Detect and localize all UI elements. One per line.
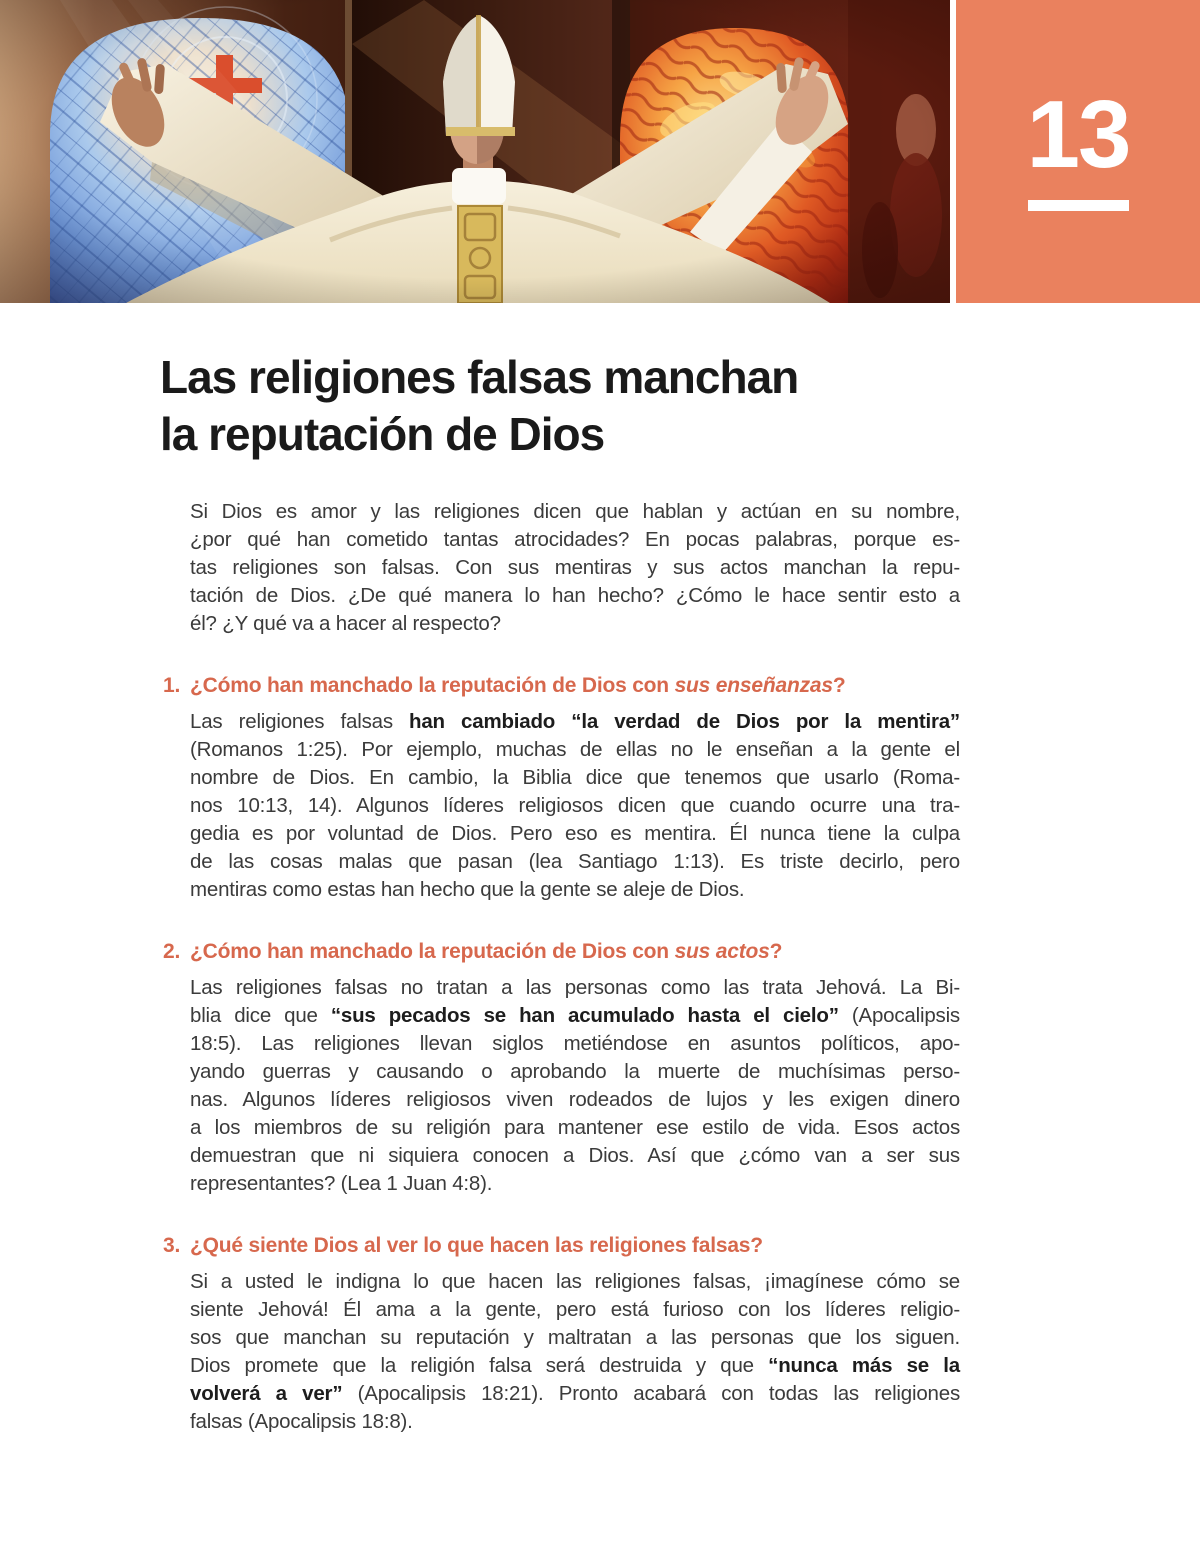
text-line: tación de Dios. ¿De qué manera lo han hecho? ¿Cómo le hace sentir esto a bbox=[190, 584, 960, 607]
lesson-number: 13 bbox=[1026, 80, 1130, 188]
question-2-paragraph bbox=[190, 974, 960, 1198]
text-line: Dios promete que la religión falsa será destruida y que “nunca más se la bbox=[190, 1354, 960, 1377]
page-title-line-1: Las religiones falsas manchan bbox=[160, 351, 799, 403]
text-line: nos 10:13, 14). Algunos líderes religiosos dicen que cuando ocurre una tra- bbox=[190, 794, 960, 817]
question-2-number: 2. bbox=[163, 940, 181, 963]
text-line: nas. Algunos líderes religiosos viven rodeados de lujos y les exigen dinero bbox=[190, 1088, 960, 1111]
text-line: falsas (Apocalipsis 18:8). bbox=[190, 1410, 413, 1433]
text-line: blia dice que “sus pecados se han acumulado hasta el cielo” (Apocalipsis bbox=[190, 1004, 960, 1027]
text-line: de las cosas malas que pasan (lea Santiago 1:13). Es triste decirlo, pero bbox=[190, 850, 960, 873]
text-line: ¿por qué han cometido tantas atrocidades? En pocas palabras, porque es- bbox=[190, 528, 960, 551]
text-line: Las religiones falsas no tratan a las personas como las trata Jehová. La Bi- bbox=[190, 976, 960, 999]
text-line: 18:5). Las religiones llevan siglos metiéndose en asuntos políticos, apo- bbox=[190, 1032, 960, 1055]
question-3-section bbox=[163, 1232, 960, 1436]
question-1-heading bbox=[163, 672, 960, 700]
question-2-heading bbox=[163, 938, 960, 966]
text-line: Si Dios es amor y las religiones dicen que hablan y actúan en su nombre, bbox=[190, 500, 960, 523]
text-line: siente Jehová! Él ama a la gente, pero está furioso con los líderes religio- bbox=[190, 1298, 960, 1321]
text-line: sos que manchan su reputación y maltratan a las personas que los siguen. bbox=[190, 1326, 960, 1349]
question-2-section bbox=[163, 938, 960, 1198]
question-3-number: 3. bbox=[163, 1234, 181, 1257]
text-line: a los miembros de su religión para mantener ese estilo de vida. Esos actos bbox=[190, 1116, 960, 1139]
lesson-number-badge bbox=[956, 0, 1200, 303]
text-line: gedia es por voluntad de Dios. Pero eso es mentira. Él nunca tiene la culpa bbox=[190, 822, 960, 845]
text-line: mentiras como estas han hecho que la gente se aleje de Dios. bbox=[190, 878, 745, 901]
question-1-text: ¿Cómo han manchado la reputación de Dios con sus enseñanzas? bbox=[190, 674, 846, 697]
lesson-number-underline bbox=[1028, 200, 1129, 211]
question-1-section bbox=[163, 672, 960, 904]
question-3-paragraph bbox=[190, 1268, 960, 1436]
text-line: (Romanos 1:25). Por ejemplo, muchas de ellas no le enseñan a la gente el bbox=[190, 738, 960, 761]
text-line: nombre de Dios. En cambio, la Biblia dice que tenemos que usarlo (Roma- bbox=[190, 766, 960, 789]
question-3-heading bbox=[163, 1232, 960, 1260]
text-line: demuestran que ni siquiera conocen a Dios. Así que ¿cómo van a ser sus bbox=[190, 1144, 960, 1167]
question-1-paragraph bbox=[190, 708, 960, 904]
text-line: él? ¿Y qué va a hacer al respecto? bbox=[190, 612, 501, 635]
text-line: representantes? (Lea 1 Juan 4:8). bbox=[190, 1172, 493, 1195]
intro-paragraph bbox=[190, 498, 960, 638]
question-1-number: 1. bbox=[163, 674, 181, 697]
question-2-text: ¿Cómo han manchado la reputación de Dios con sus actos? bbox=[190, 940, 783, 963]
question-3-text: ¿Qué siente Dios al ver lo que hacen las religiones falsas? bbox=[190, 1234, 763, 1257]
hero-image-art bbox=[0, 0, 950, 303]
text-line: tas religiones son falsas. Con sus mentiras y sus actos manchan la repu- bbox=[190, 556, 960, 579]
body-column bbox=[163, 498, 960, 1436]
hero-image bbox=[0, 0, 950, 303]
vignette bbox=[0, 0, 950, 303]
text-line: Las religiones falsas han cambiado “la verdad de Dios por la mentira” bbox=[190, 710, 960, 733]
text-line: volverá a ver” (Apocalipsis 18:21). Pronto acabará con todas las religiones bbox=[190, 1382, 960, 1405]
text-line: Si a usted le indigna lo que hacen las religiones falsas, ¡imagínese cómo se bbox=[190, 1270, 960, 1293]
page-title bbox=[160, 349, 1020, 463]
text-line: yando guerras y causando o aprobando la muerte de muchísimas perso- bbox=[190, 1060, 960, 1083]
page-title-line-2: la reputación de Dios bbox=[160, 408, 605, 460]
